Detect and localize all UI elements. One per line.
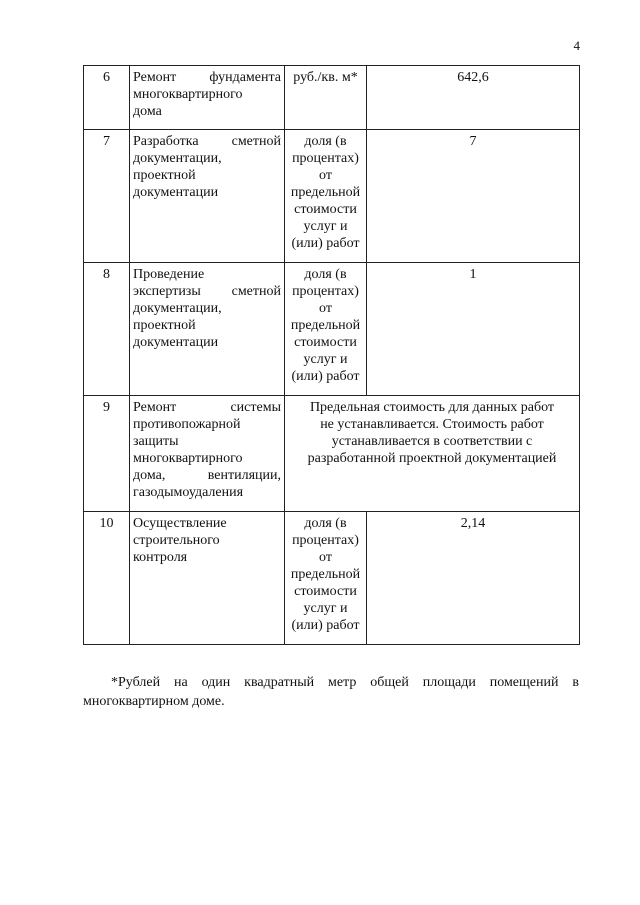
work-name-line: документации [133,185,219,200]
cost-note [285,396,580,512]
cost-note-line: не устанавливается. Стоимость работ [320,417,544,432]
unit-line: процентах) [292,151,359,166]
unit-line: доля (в [304,134,347,149]
max-cost-value: 7 [367,130,580,263]
unit-line: предельной [290,185,361,200]
work-name-line: документации, [133,301,222,316]
work-name-line: многоквартирного [133,87,243,102]
page-number: 4 [573,38,580,53]
table-row [84,130,580,263]
max-cost-value: 2,14 [367,512,580,645]
work-name-line: проектной [133,168,196,183]
unit-of-measure [285,512,367,645]
cost-note-line: устанавливается в соответствии с [331,434,533,449]
work-name [130,512,285,645]
unit-of-measure [285,130,367,263]
unit-line: доля (в [304,516,347,531]
unit-of-measure [285,66,367,130]
max-cost-value: 642,6 [367,66,580,130]
cost-note-line: разработанной проектной документацией [307,451,557,466]
table-row [84,396,580,512]
work-name-line: Проведение [133,267,205,282]
cost-note-line: Предельная стоимость для данных работ [309,400,555,415]
work-name-line: газодымоудаления [133,485,244,500]
work-name-line: защиты [133,434,179,449]
row-number: 7 [84,130,130,263]
work-name-line: противопожарной [133,417,241,432]
unit-line: стоимости [294,202,357,217]
work-name-line: дома, вентиляции, [133,468,281,483]
work-name-line: Ремонт фундамента [133,70,281,85]
table-row [84,512,580,645]
table-row [84,263,580,396]
work-name-line: документации, [133,151,222,166]
unit-line: от [319,301,332,316]
unit-line: услуг и [303,601,348,616]
row-number: 10 [84,512,130,645]
unit-line: (или) работ [291,618,360,633]
row-number: 9 [84,396,130,512]
row-number: 8 [84,263,130,396]
works-table [83,65,580,645]
work-name-line: Осуществление [133,516,227,531]
footnote: *Рублей на один квадратный метр общей площади помещений в многоквартирном доме. [83,675,579,709]
work-name-line: проектной [133,318,196,333]
work-name [130,66,285,130]
unit-line: услуг и [303,219,348,234]
work-name-line: документации [133,335,219,350]
unit-line: стоимости [294,335,357,350]
unit-line: стоимости [294,584,357,599]
work-name-line: строительного [133,533,220,548]
unit-line: от [319,550,332,565]
work-name-line: дома [133,104,162,119]
work-name [130,396,285,512]
unit-line: доля (в [304,267,347,282]
unit-line: (или) работ [291,369,360,384]
unit-line: (или) работ [291,236,360,251]
work-name-line: контроля [133,550,188,565]
work-name-line: экспертизы сметной [133,284,281,299]
work-name-line: многоквартирного [133,451,243,466]
max-cost-value: 1 [367,263,580,396]
unit-of-measure [285,263,367,396]
unit-line: руб./кв. м* [293,70,358,85]
work-name-line: Ремонт системы [133,400,281,415]
table-row [84,66,580,130]
unit-line: процентах) [292,284,359,299]
unit-line: от [319,168,332,183]
unit-line: предельной [290,318,361,333]
unit-line: услуг и [303,352,348,367]
work-name [130,263,285,396]
unit-line: процентах) [292,533,359,548]
work-name-line: Разработка сметной [133,134,281,149]
unit-line: предельной [290,567,361,582]
row-number: 6 [84,66,130,130]
work-name [130,130,285,263]
